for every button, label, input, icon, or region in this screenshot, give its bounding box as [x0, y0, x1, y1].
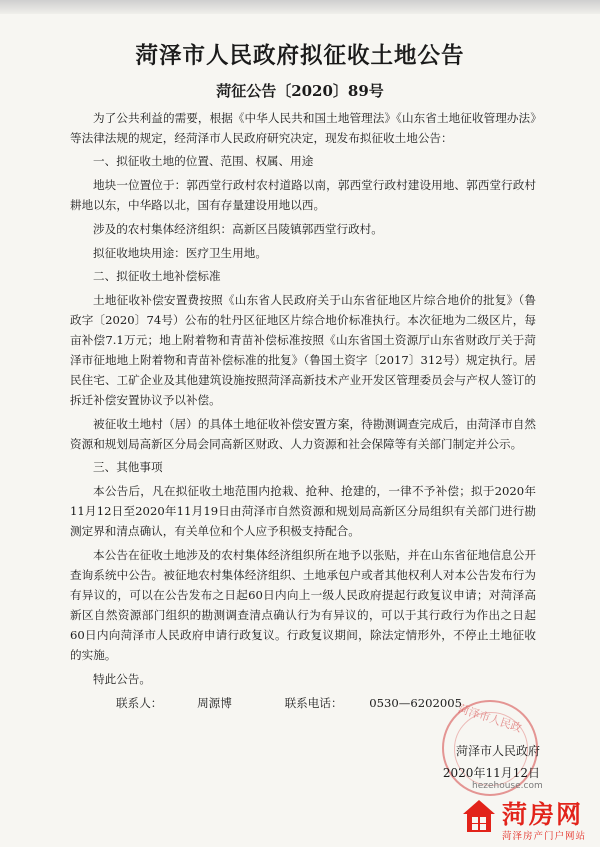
signature-block [390, 740, 540, 784]
watermark-url: hezehouse.com [472, 781, 543, 791]
section-heading-3: 三、其他事项 [93, 460, 163, 474]
house-logo-icon [460, 797, 498, 835]
section-heading-1: 一、拟征收土地的位置、范围、权属、用途 [93, 154, 314, 168]
contact-name: 周源博 [197, 696, 232, 710]
contact-label: 联系人： [116, 696, 163, 710]
watermark-logo [460, 781, 600, 847]
appeal-paragraph: 本公告在征收土地涉及的农村集体经济组织所在地予以张贴，并在山东省征地信息公开查询系统中公告。被征地农村集体经济组织、土地承包户或者其他权利人对本公告发布行为有异议的，可以在公告发布之日起60日内向上一级人民政府提起行政复议申请；对菏泽高新区自然资源部门组织的勘测调查清点确认行为有异议的，可以于其行政行为作出之日起60日内向菏泽市人民政府申请行政复议。行政复议期间，除法定情形外，不停止土地征收的实施。 [70, 548, 536, 662]
signature-org: 菏泽市人民政府 [455, 744, 540, 758]
page-title: 菏泽市人民政府拟征收土地公告 [135, 43, 465, 69]
document-number: 菏征公告〔2020〕89号 [216, 82, 384, 100]
compensation-paragraph: 土地征收补偿安置费按照《山东省人民政府关于山东省征地区片综合地价的批复》（鲁政字〔2020〕74号）公布的牡丹区征地区片综合地价标准执行。本次征地为二级区片，每亩补偿7.1万元；地上附着物和青苗补偿标准按照《山东省国土资源厅山东省财政厅关于菏泽市征地地上附着物和青苗补偿标准的批复》（鲁国土资字〔2017〕312号）规定执行。居民住宅、工矿企业及其他建筑设施按照菏泽高新技术产业开发区管理委员会与产权人签订的拆迁补偿安置协议予以补偿。 [70, 293, 536, 407]
intro-paragraph: 为了公共利益的需要，根据《中华人民共和国土地管理法》《山东省土地征收管理办法》等法律法规的规定，经菏泽市人民政府研究决定，现发布拟征收土地公告： [70, 111, 536, 145]
watermark-tagline: 菏泽房产门户网站 [502, 831, 587, 842]
section-heading-2: 二、拟征收土地补偿标准 [93, 269, 221, 283]
phone-label: 联系电话： [284, 696, 343, 710]
survey-schedule-paragraph: 本公告后，凡在拟征收土地范围内抢栽、抢种、抢建的，一律不予补偿；拟于2020年11月12日至2020年11月19日由菏泽市自然资源和规划局高新区分局组织有关部门进行勘测定界和清点确认，有关单位和个人应予积极支持配合。 [70, 484, 536, 538]
phone-number: 0530—6202005 [369, 696, 462, 710]
signature-date: 2020年11月12日 [442, 766, 540, 780]
collective-org-paragraph: 涉及的农村集体经济组织：高新区吕陵镇郭西堂行政村。 [93, 222, 383, 236]
scan-edge [0, 0, 600, 14]
resettlement-plan-paragraph: 被征收土地村（居）的具体土地征收补偿安置方案，待勘测调查完成后，由菏泽市自然资源和规划局高新区分局会同高新区财政、人力资源和社会保障等有关部门制定并公示。 [70, 417, 536, 451]
closing-paragraph: 特此公告。 [93, 672, 151, 686]
document-body [70, 108, 536, 713]
plot-location-paragraph: 地块一位置位于：郭西堂行政村农村道路以南，郭西堂行政村建设用地、郭西堂行政村耕地以东，中华路以北，国有存量建设用地以西。 [70, 178, 536, 212]
seal-text: 菏泽市人民政 [456, 702, 524, 735]
watermark-brand: 菏房网 [502, 800, 584, 829]
land-use-paragraph: 拟征收地块用途：医疗卫生用地。 [93, 246, 267, 260]
